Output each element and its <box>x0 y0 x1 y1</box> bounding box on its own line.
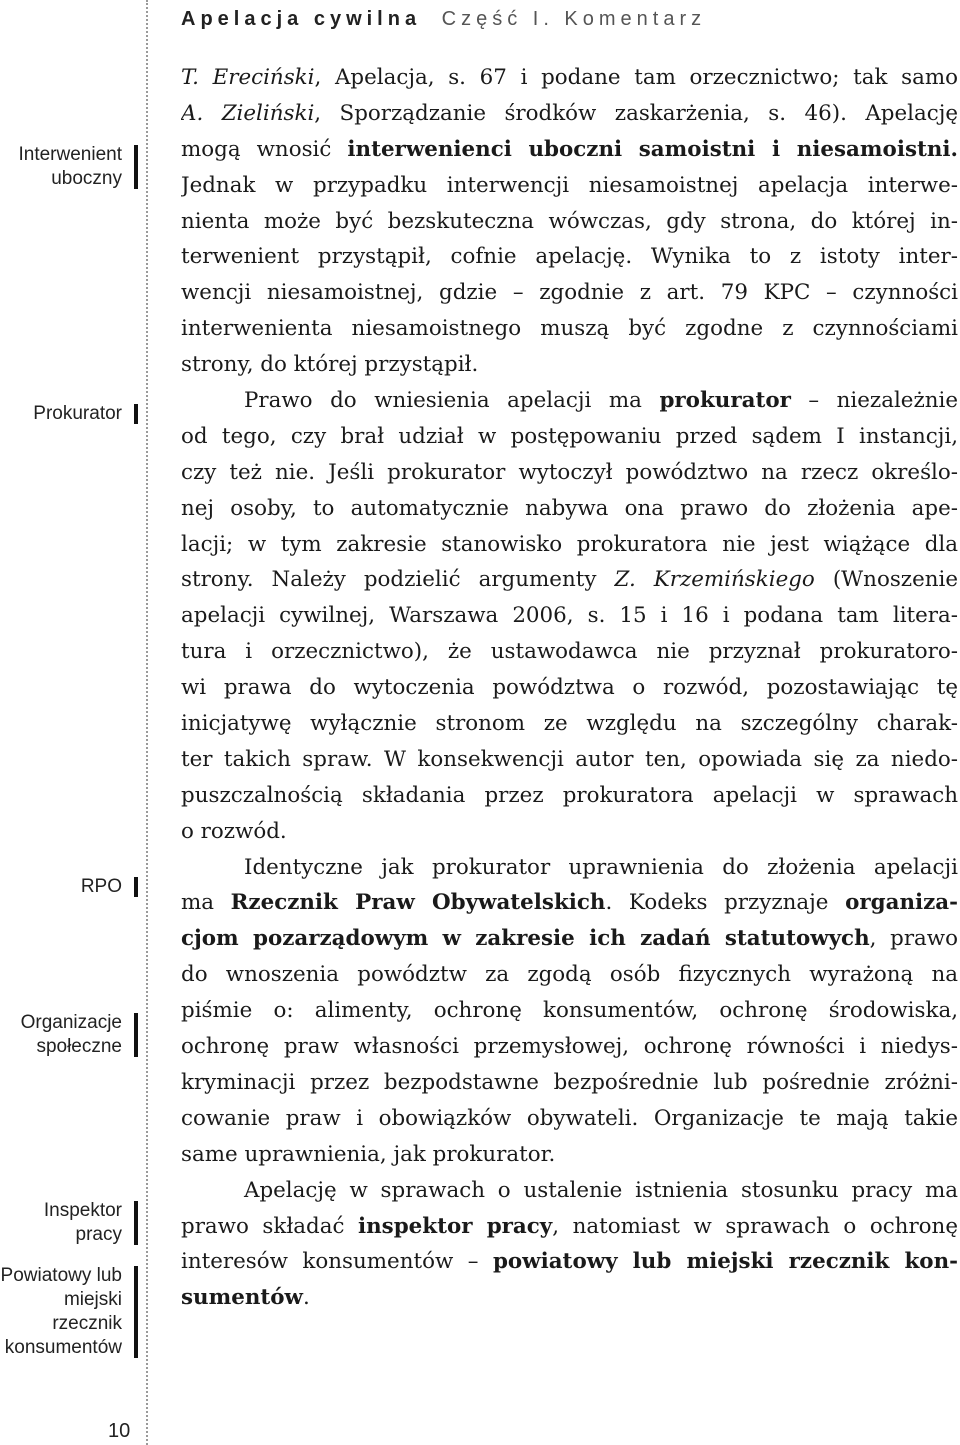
key-term: sumentów <box>181 1285 303 1311</box>
text-line <box>181 1244 958 1280</box>
margin-note-organizacje <box>21 1011 136 1059</box>
text-run: , natomiast w sprawach o ochronę <box>552 1213 958 1239</box>
text-line: nienta może być bezskuteczna wówczas, gdy strona, do której in- <box>181 208 958 234</box>
margin-note-line: społeczne <box>36 1036 122 1057</box>
paragraph-interwenient <box>181 60 958 383</box>
text-line: inicjatywę wyłącznie stronom ze względu na szczególny charak- <box>181 711 958 737</box>
key-term: cjom pozarządowym w zakresie ich zadań statutowych <box>181 926 870 952</box>
text-line <box>181 132 958 168</box>
text-line: Jednak w przypadku interwencji niesamoistnej apelacja interwe- <box>181 172 958 198</box>
margin-note-line: Powiatowy lub <box>0 1265 122 1286</box>
margin-note-prokurator <box>33 402 136 426</box>
page-number: 10 <box>108 1420 131 1442</box>
text-run: Prawo do wniesienia apelacji ma <box>244 388 660 414</box>
text-line <box>181 96 958 132</box>
text-line: strony, do której przystąpił. <box>181 352 479 378</box>
text-line: kryminacji przez bezpodstawne bezpośrednie lub pośrednie zróżni- <box>181 1069 958 1095</box>
text-run: , prawo <box>869 926 958 952</box>
text-run: prawo składać <box>181 1213 358 1239</box>
text-line: Apelację w sprawach o ustalenie istnienia stosunku pracy ma <box>244 1177 958 1203</box>
text-line <box>181 1280 958 1316</box>
text-line: tura i orzecznictwo), że ustawodawca nie przyznał prokuratoro- <box>181 639 958 665</box>
key-term: interwenienci uboczni samoistni i niesamoistni <box>347 136 951 162</box>
author-name: Z. Krzemińskiego <box>614 567 815 593</box>
paragraph-rpo-organizacje <box>181 850 958 1173</box>
text-line: o rozwód. <box>181 818 287 844</box>
text-line: wi prawa do wytoczenia powództwa o rozwód, pozostawiając tę <box>181 675 958 701</box>
text-line: nej osoby, to automatycznie nabywa ona prawo do złożenia ape- <box>181 495 958 521</box>
text-line <box>181 921 958 957</box>
author-name: T. Ereciński <box>181 65 315 90</box>
paragraph-prokurator <box>181 383 958 850</box>
margin-note-inspektor <box>0 1199 136 1247</box>
paragraph-inspektor <box>181 1173 958 1317</box>
text-line: ter takich spraw. W konsekwencji autor ten, opowiada się za niedo- <box>181 746 958 772</box>
margin-note-line: uboczny <box>51 168 122 189</box>
margin-note-rzecznik <box>0 1264 136 1360</box>
text-line: puszczalnością składania przez prokuratora apelacji w sprawach <box>181 782 958 808</box>
text-line: piśmie o: alimenty, ochronę konsumentów, ochronę środowiska, <box>181 998 958 1024</box>
author-name: A. Zieliński <box>181 100 315 126</box>
text-line <box>181 60 958 96</box>
text-run: . <box>950 136 958 162</box>
text-line <box>181 383 958 419</box>
book-part: Część I. Komentarz <box>441 8 707 30</box>
text-run: ma <box>181 890 231 916</box>
text-run: interesów konsumentów – <box>181 1249 493 1275</box>
margin-note-line: Organizacje <box>20 1012 122 1033</box>
text-run: mogą wnosić <box>181 136 348 162</box>
text-run: , Sporządzanie środków zaskarżenia, s. 46). Apelację <box>314 100 958 126</box>
margin-note-line: RPO <box>80 876 122 897</box>
key-term: Rzecznik Praw Obywatelskich <box>230 890 606 916</box>
margin-note-line: miejski rzecznik <box>52 1289 122 1334</box>
text-line: czy też nie. Jeśli prokurator wytoczył powództwo na rzecz określo- <box>181 459 958 485</box>
text-line: terwenient przystąpił, cofnie apelację. Wynika to z istoty inter- <box>181 244 958 270</box>
margin-note-line: Interwenient <box>18 144 122 165</box>
margin-note-line: Inspektor pracy <box>43 1200 122 1245</box>
margin-dotted-rule <box>146 0 148 1445</box>
key-term: organiza- <box>845 890 958 916</box>
text-line: lacji; w tym zakresie stanowisko prokuratora nie jest wiążące dla <box>181 531 958 557</box>
text-run: strony. Należy podzielić argumenty <box>181 567 615 593</box>
margin-note-line: Prokurator <box>33 403 122 424</box>
text-run: . Kodeks przyznaje <box>605 890 846 916</box>
text-line: od tego, czy brał udział w postępowaniu przed sądem I instancji, <box>181 423 958 449</box>
margin-note-interwenient <box>18 143 136 191</box>
margin-note-rpo <box>81 875 136 899</box>
text-line: interwenienta niesamoistnego muszą być zgodne z czynnościami <box>181 316 958 342</box>
text-line: Identyczne jak prokurator uprawnienia do złożenia apelacji <box>244 854 958 880</box>
text-line: cowanie praw i obowiązków obywateli. Organizacje te mają takie <box>181 1105 958 1131</box>
book-title: Apelacja cywilna <box>181 8 422 30</box>
text-line: ochronę praw własności przemysłowej, ochronę równości i niedys- <box>181 1034 958 1060</box>
text-run: – niezależnie <box>790 388 958 414</box>
text-line <box>181 562 958 598</box>
key-term: powiatowy lub miejski rzecznik kon- <box>492 1249 958 1275</box>
text-run: , Apelacja, s. 67 i podane tam orzecznictwo; tak samo <box>314 65 958 90</box>
key-term: prokurator <box>659 388 791 414</box>
text-line: same uprawnienia, jak prokurator. <box>181 1141 556 1167</box>
text-line: do wnoszenia powództw za zgodą osób fizycznych wyrażoną na <box>181 962 958 988</box>
running-header <box>181 8 706 38</box>
margin-note-line: konsumentów <box>4 1337 122 1358</box>
text-line: apelacji cywilnej, Warszawa 2006, s. 15 i 16 i podana tam litera- <box>181 603 958 629</box>
text-run: (Wnoszenie <box>814 567 958 593</box>
key-term: inspektor pracy <box>357 1213 553 1239</box>
text-line: wencji niesamoistnej, gdzie – zgodnie z art. 79 KPC – czynności <box>181 280 958 306</box>
body-text <box>181 60 958 1316</box>
text-run: . <box>302 1285 310 1311</box>
text-line <box>181 1209 958 1245</box>
text-line <box>181 885 958 921</box>
